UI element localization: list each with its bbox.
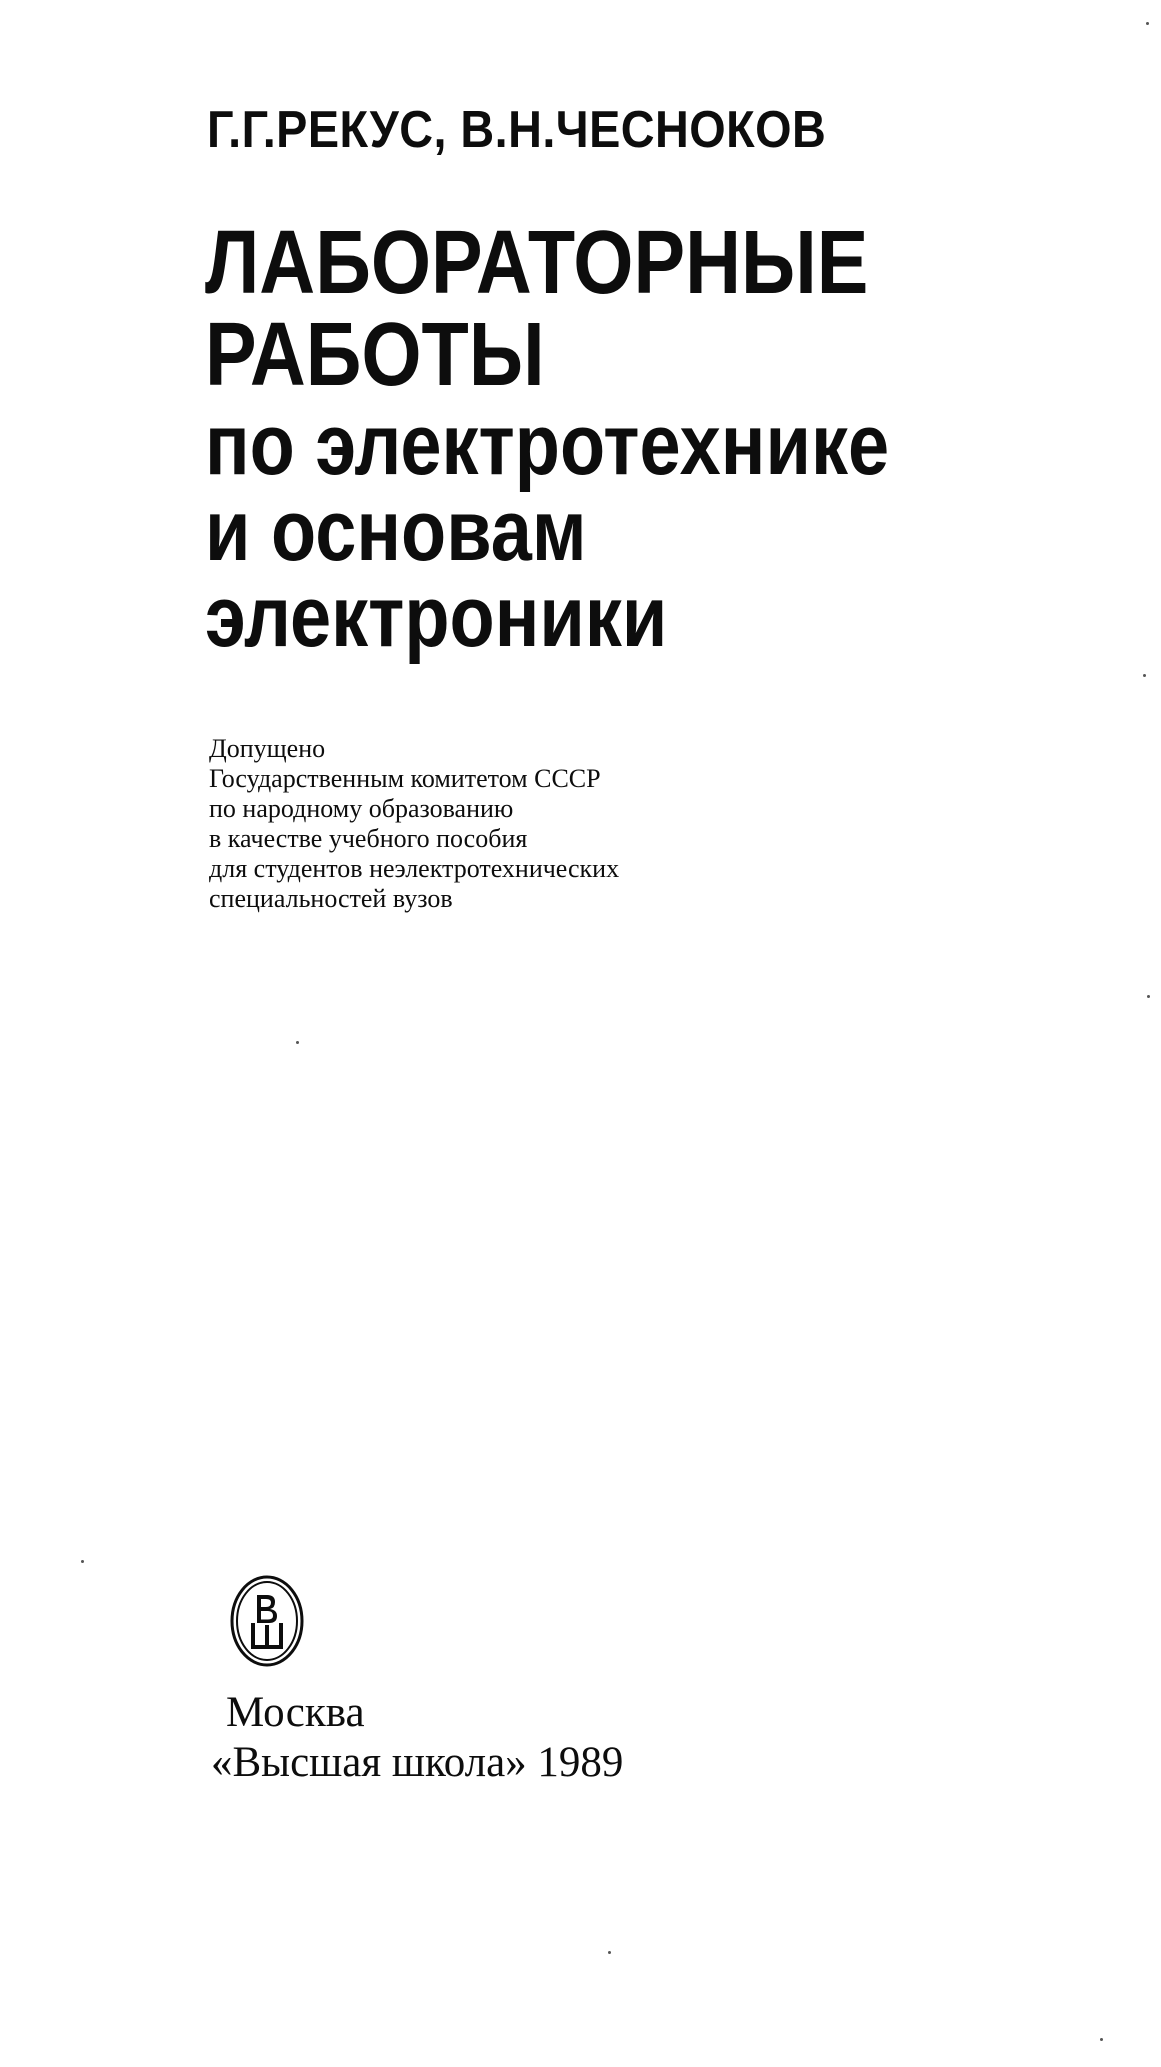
scan-speck [1100,2038,1103,2041]
approval-line-2: Государственным комитетом СССР [209,764,601,793]
book-title [205,213,890,665]
title-line-2: РАБОТЫ [205,305,545,405]
approval-line-1: Допущено [209,734,326,763]
title-line-4: и основам [205,483,587,579]
scan-speck [1146,22,1149,25]
approval-note [209,734,619,914]
title-line-5: электроники [205,569,668,665]
title-line-3: по электротехнике [205,397,890,493]
approval-line-4: в качестве учебного пособия [209,824,528,853]
scan-speck [1143,674,1146,677]
scan-speck [608,1951,611,1954]
publisher-year: «Высшая школа» 1989 [211,1739,624,1786]
scan-speck [81,1560,84,1563]
approval-line-3: по народному образованию [209,794,514,823]
city: Москва [226,1689,365,1736]
publisher-logo-icon [229,1573,305,1669]
approval-line-6: специальностей вузов [209,884,453,913]
title-line-1: ЛАБОРАТОРНЫЕ [205,213,869,313]
scan-speck [296,1041,299,1044]
authors: Г.Г.РЕКУС, В.Н.ЧЕСНОКОВ [207,101,827,159]
imprint [211,1688,623,1788]
scan-speck [1147,995,1150,998]
approval-line-5: для студентов неэлектротехнических [209,854,620,883]
